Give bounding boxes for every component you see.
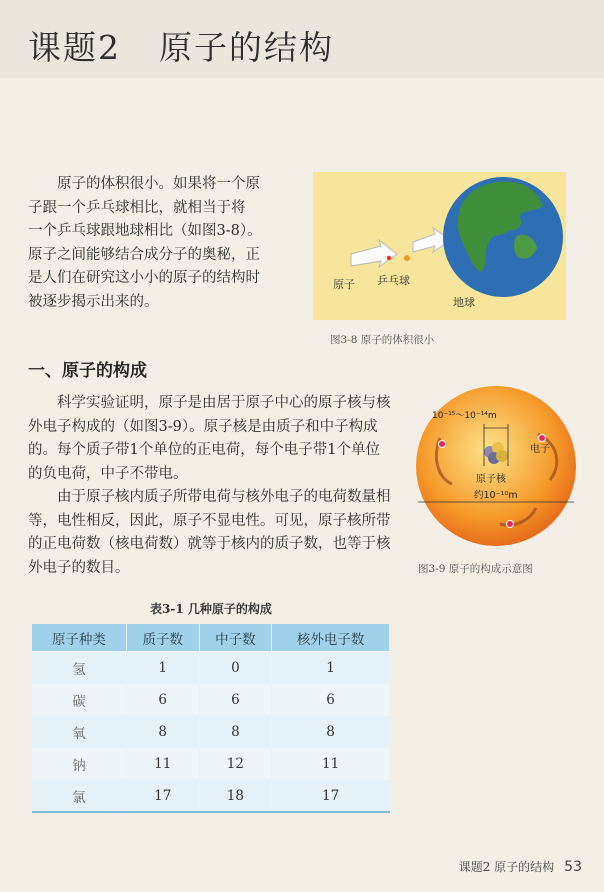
cell-neutrons: 12	[199, 748, 272, 780]
figure-3-8-caption: 图3-8 原子的体积很小	[330, 334, 435, 346]
label-electron: 电子	[530, 444, 550, 455]
intro-line: 是人们在研究这小小的原子的结构时	[28, 270, 260, 286]
label-nucleus-size: 10⁻¹⁵～10⁻¹⁴m	[432, 411, 497, 421]
intro-line: 原子的体积很小。如果将一个原	[57, 176, 260, 192]
intro-paragraph	[28, 173, 290, 314]
cell-electrons: 1	[272, 652, 390, 684]
header-protons: 质子数	[126, 624, 199, 652]
label-atom-size: 约10⁻¹⁰m	[474, 490, 518, 501]
table-row	[32, 780, 390, 813]
section-heading: 一、原子的构成	[28, 361, 147, 381]
figure-3-9-caption: 图3-9 原子的构成示意图	[418, 563, 533, 575]
cell-atom: 氧	[32, 716, 126, 748]
cell-electrons: 11	[272, 748, 390, 780]
cell-electrons: 17	[272, 780, 390, 813]
cell-protons: 1	[126, 652, 199, 684]
label-ping-pong: 乒乓球	[377, 274, 410, 287]
cell-neutrons: 0	[199, 652, 272, 684]
cell-protons: 11	[126, 748, 199, 780]
cell-atom: 氢	[32, 652, 126, 684]
lesson-number: 课题2	[28, 28, 121, 67]
label-atom: 原子	[333, 278, 355, 291]
table-row	[32, 652, 390, 684]
nucleus-neutron-icon	[496, 450, 508, 462]
table-row	[32, 684, 390, 716]
electron-dot-icon	[539, 435, 546, 442]
cell-protons: 6	[126, 684, 199, 716]
header-atom-type: 原子种类	[32, 624, 126, 652]
header-neutrons: 中子数	[199, 624, 272, 652]
cell-protons: 17	[126, 780, 199, 813]
cell-atom: 钠	[32, 748, 126, 780]
page-footer	[459, 858, 582, 875]
atom-composition-table	[32, 624, 390, 813]
page-number: 53	[564, 859, 582, 875]
header-electrons: 核外电子数	[272, 624, 390, 652]
intro-line: 被逐步揭示出来的。	[28, 293, 159, 310]
intro-line: 子跟一个乒乓球相比，就相当于将	[28, 199, 246, 216]
table-row	[32, 748, 390, 780]
table-row	[32, 716, 390, 748]
intro-line: 原子之间能够结合成分子的奥秘，正	[28, 246, 260, 263]
cell-electrons: 6	[272, 684, 390, 716]
cell-atom: 氯	[32, 780, 126, 813]
label-nucleus: 原子核	[476, 474, 506, 485]
lesson-title	[28, 22, 334, 69]
atom-size-figure	[313, 172, 566, 320]
electron-dot-icon	[507, 521, 514, 528]
cell-neutrons: 8	[199, 716, 272, 748]
table-header-row	[32, 624, 390, 652]
cell-neutrons: 18	[199, 780, 272, 813]
lesson-name: 原子的结构	[159, 28, 334, 67]
intro-line: 一个乒乓球跟地球相比（如图3-8）。	[28, 223, 262, 239]
table-caption: 表3-1 几种原子的构成	[150, 602, 272, 616]
cell-electrons: 8	[272, 716, 390, 748]
atom-structure-figure	[412, 378, 582, 553]
label-earth: 地球	[453, 296, 475, 309]
body-paragraph: 由于原子核内质子所带电荷与核外电子的电荷数量相等，电性相反，因此，原子不显电性。可见，原子核所带的正电荷数（核电荷数）就等于核内的质子数，也等于核外电子的数目。	[28, 489, 391, 576]
ping-pong-ball-icon	[404, 255, 410, 261]
electron-dot-icon	[439, 441, 446, 448]
atom-sphere-icon	[416, 386, 576, 546]
cell-atom: 碳	[32, 684, 126, 716]
atom-dot-icon	[387, 256, 391, 260]
cell-protons: 8	[126, 716, 199, 748]
footer-text: 课题2 原子的结构	[458, 860, 555, 874]
body-paragraph: 科学实验证明，原子是由居于原子中心的原子核与核外电子构成的（如图3-9）。原子核是由质子和中子构成的。每个质子带1个单位的正电荷，每个电子带1个单位的负电荷，中子不带电。	[28, 395, 391, 482]
cell-neutrons: 6	[199, 684, 272, 716]
